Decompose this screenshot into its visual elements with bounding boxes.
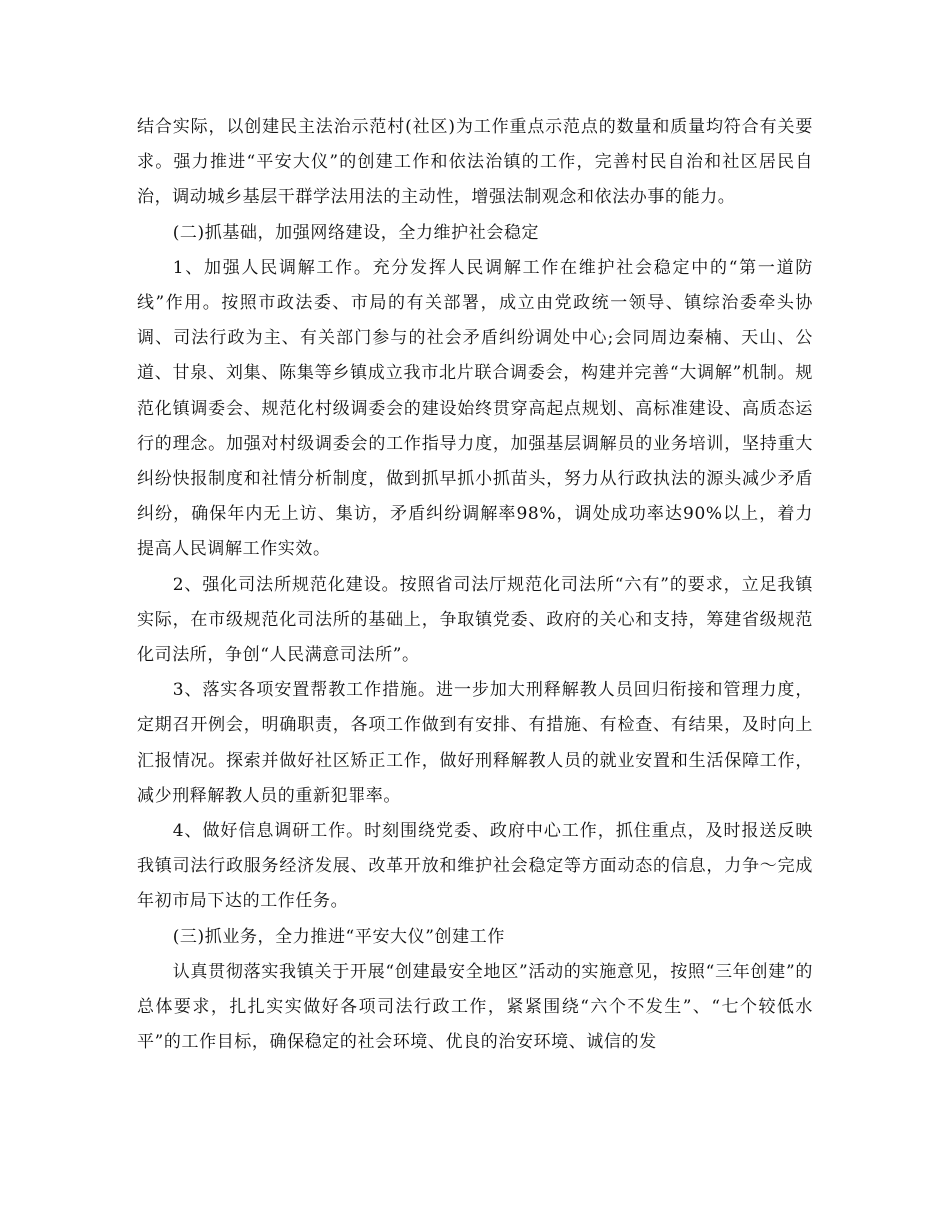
paragraph-item-4: 4、做好信息调研工作。时刻围绕党委、政府中心工作，抓住重点，及时报送反映我镇司法行政服务经济发展、改革开放和维护社会稳定等方面动态的信息，力争～完成年初市局下达的工作任务。 [137, 821, 813, 912]
paragraph-continuation: 结合实际，以创建民主法治示范村(社区)为工作重点示范点的数量和质量均符合有关要求。强力推进“平安大仪”的创建工作和依法治镇的工作，完善村民自治和社区居民自治，调动城乡基层干群学法用法的主动性，增强法制观念和依法办事的能力。 [137, 117, 813, 208]
paragraph-section-3-intro: 认真贯彻落实我镇关于开展“创建最安全地区”活动的实施意见，按照“三年创建”的总体要求，扎扎实实做好各项司法行政工作，紧紧围绕“六个不发生”、“七个较低水平”的工作目标，确保稳定的社会环境、优良的治安环境、诚信的发 [137, 961, 813, 1053]
document-body [137, 110, 813, 1060]
paragraph-item-2: 2、强化司法所规范化建设。按照省司法厅规范化司法所“六有”的要求，立足我镇实际，在市级规范化司法所的基础上，争取镇党委、政府的关心和支持，筹建省级规范化司法所，争创“人民满意司法所”。 [137, 574, 813, 666]
paragraph-item-1: 1、加强人民调解工作。充分发挥人民调解工作在维护社会稳定中的“第一道防线”作用。按照市政法委、市局的有关部署，成立由党政统一领导、镇综治委牵头协调、司法行政为主、有关部门参与的社会矛盾纠纷调处中心;会同周边秦楠、天山、公道、甘泉、刘集、陈集等乡镇成立我市北片联合调委会，构建并完善“大调解”机制。规范化镇调委会、规范化村级调委会的建设始终贯穿高起点规划、高标准建设、高质态运行的理念。加强对村级调委会的工作指导力度，加强基层调解员的业务培训，坚持重大纠纷快报制度和社情分析制度，做到抓早抓小抓苗头，努力从行政执法的源头减少矛盾纠纷，确保年内无上访、集访，矛盾纠纷调解率98%，调处成功率达90%以上，着力提高人民调解工作实效。 [137, 257, 813, 560]
section-heading-2: (二)抓基础，加强网络建设，全力维护社会稳定 [172, 222, 540, 243]
paragraph-item-3: 3、落实各项安置帮教工作措施。进一步加大刑释解教人员回归衔接和管理力度，定期召开例会，明确职责，各项工作做到有安排、有措施、有检查、有结果，及时向上汇报情况。探索并做好社区矫正工作，做好刑释解教人员的就业安置和生活保障工作，减少刑释解教人员的重新犯罪率。 [137, 680, 813, 806]
section-heading-3: (三)抓业务，全力推进“平安大仪”创建工作 [172, 926, 505, 947]
